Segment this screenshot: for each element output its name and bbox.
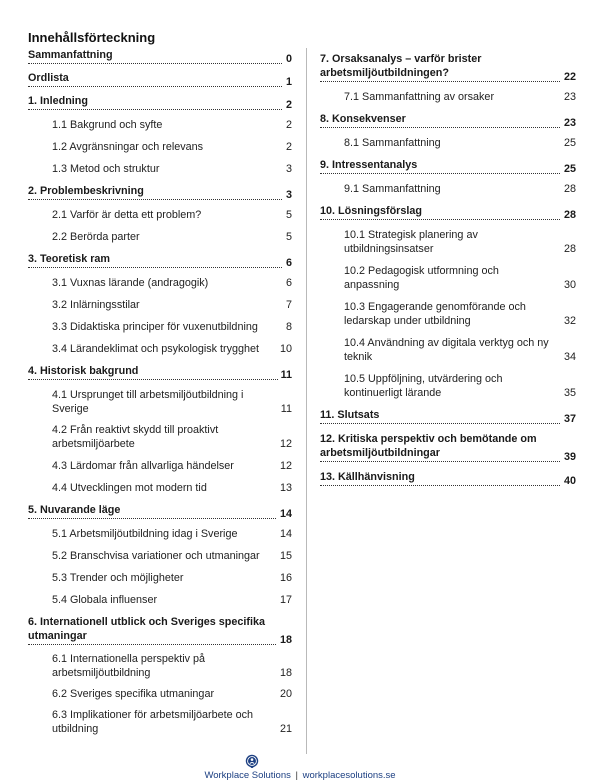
toc-entry-label: 4.3 Lärdomar från allvarliga händelser xyxy=(52,460,234,472)
toc-entry-page: 28 xyxy=(561,242,576,256)
toc-entry-label: 10.1 Strategisk planering av utbildningsinsatser xyxy=(344,229,478,255)
company-logo-icon xyxy=(244,754,260,770)
toc-entry-label: Ordlista xyxy=(28,71,292,87)
toc-entry-6-1[interactable] xyxy=(28,652,292,680)
page-title: Innehållsförteckning xyxy=(28,30,156,45)
toc-entry-label: 1. Inledning xyxy=(28,94,292,110)
toc-entry-label: 5.4 Globala influenser xyxy=(52,594,158,606)
toc-entry-label: 7.1 Sammanfattning av orsaker xyxy=(344,91,495,103)
toc-entry-label: 3.3 Didaktiska principer för vuxenutbildning xyxy=(52,321,258,333)
toc-entry-3-4[interactable] xyxy=(28,342,292,356)
toc-entry-label: 10.2 Pedagogisk utformning och anpassning xyxy=(344,265,499,291)
toc-entry-7-1[interactable] xyxy=(320,90,576,104)
toc-entry-label: 10.4 Användning av digitala verktyg och ny teknik xyxy=(344,337,549,363)
toc-entry-page: 5 xyxy=(283,208,292,222)
toc-entry-9-1[interactable] xyxy=(320,182,576,196)
toc-entry-page: 30 xyxy=(561,278,576,292)
toc-entry-3[interactable] xyxy=(28,252,292,268)
toc-entry-10-3[interactable] xyxy=(320,300,576,328)
toc-entry-5-4[interactable] xyxy=(28,593,292,607)
toc-entry-page: 40 xyxy=(561,474,576,488)
toc-entry-page: 28 xyxy=(561,208,576,222)
toc-entry-label: 1.3 Metod och struktur xyxy=(52,163,160,175)
toc-entry-label: 10. Lösningsförslag xyxy=(320,204,576,220)
toc-entry-page: 25 xyxy=(561,136,576,150)
toc-entry-label: 1.1 Bakgrund och syfte xyxy=(52,119,163,131)
toc-entry-label: 3.1 Vuxnas lärande (andragogik) xyxy=(52,277,209,289)
toc-entry-label: 2.2 Berörda parter xyxy=(52,231,140,243)
toc-entry-9[interactable] xyxy=(320,158,576,174)
toc-entry-label: 5. Nuvarande läge xyxy=(28,503,292,519)
toc-entry-page: 12 xyxy=(277,437,292,451)
footer-website-link[interactable]: workplacesolutions.se xyxy=(302,770,396,781)
toc-entry-label: 13. Källhänvisning xyxy=(320,470,576,486)
toc-entry-label: 8. Konsekvenser xyxy=(320,112,576,128)
toc-entry-4-4[interactable] xyxy=(28,481,292,495)
toc-entry-page: 6 xyxy=(283,256,292,270)
toc-entry-page: 20 xyxy=(277,687,292,701)
toc-entry-4-1[interactable] xyxy=(28,388,292,416)
toc-entry-label: 4.1 Ursprunget till arbetsmiljöutbildning i Sverige xyxy=(52,389,244,415)
toc-entry-7[interactable] xyxy=(320,52,576,82)
toc-entry-label: 6.3 Implikationer för arbetsmiljöarbete och utbildning xyxy=(52,709,254,735)
toc-entry-page: 3 xyxy=(283,188,292,202)
toc-entry-label: 3.4 Lärandeklimat och psykologisk trygghet xyxy=(52,343,260,355)
footer-brand: Workplace Solutions xyxy=(204,770,291,781)
toc-entry-label: 12. Kritiska perspektiv och bemötande om arbetsmiljöutbildningar xyxy=(320,432,576,462)
toc-entry-13[interactable] xyxy=(320,470,576,486)
toc-entry-page: 18 xyxy=(277,633,292,647)
toc-entry-page: 28 xyxy=(561,182,576,196)
toc-entry-label: Sammanfattning xyxy=(28,48,292,64)
toc-entry-page: 18 xyxy=(277,666,292,680)
page-footer xyxy=(0,752,600,783)
toc-entry-2-2[interactable] xyxy=(28,230,292,244)
toc-entry-1-2[interactable] xyxy=(28,140,292,154)
toc-entry-label: 5.2 Branschvisa variationer och utmaningar xyxy=(52,550,260,562)
toc-entry-label: 6.2 Sveriges specifika utmaningar xyxy=(52,688,215,700)
toc-entry-page: 13 xyxy=(277,481,292,495)
toc-entry-label: 3.2 Inlärningsstilar xyxy=(52,299,140,311)
toc-entry-page: 17 xyxy=(277,593,292,607)
toc-entry-11[interactable] xyxy=(320,408,576,424)
toc-entry-4[interactable] xyxy=(28,364,292,380)
footer-text xyxy=(0,770,600,781)
toc-entry-page: 14 xyxy=(277,507,292,521)
toc-entry-3-2[interactable] xyxy=(28,298,292,312)
toc-entry-10-5[interactable] xyxy=(320,372,576,400)
toc-entry-4-3[interactable] xyxy=(28,459,292,473)
toc-entry-page: 15 xyxy=(277,549,292,563)
toc-entry-8[interactable] xyxy=(320,112,576,128)
toc-entry-page: 2 xyxy=(283,118,292,132)
toc-entry-page: 10 xyxy=(277,342,292,356)
toc-entry-label: 4.2 Från reaktivt skydd till proaktivt arbetsmiljöarbete xyxy=(52,424,219,450)
toc-entry-ordlista[interactable] xyxy=(28,71,292,87)
toc-entry-6[interactable] xyxy=(28,615,292,645)
toc-entry-page: 21 xyxy=(277,722,292,736)
toc-entry-label: 3. Teoretisk ram xyxy=(28,252,292,268)
toc-entry-8-1[interactable] xyxy=(320,136,576,150)
toc-entry-page: 23 xyxy=(561,90,576,104)
toc-entry-3-3[interactable] xyxy=(28,320,292,334)
toc-entry-10[interactable] xyxy=(320,204,576,220)
toc-entry-5-1[interactable] xyxy=(28,527,292,541)
toc-right-column xyxy=(320,48,576,486)
toc-entry-4-2[interactable] xyxy=(28,423,292,451)
toc-entry-label: 8.1 Sammanfattning xyxy=(344,137,441,149)
toc-entry-label: 9.1 Sammanfattning xyxy=(344,183,441,195)
toc-entry-label: 6. Internationell utblick och Sveriges specifika utmaningar xyxy=(28,615,292,645)
toc-entry-12[interactable] xyxy=(320,432,576,462)
toc-entry-10-4[interactable] xyxy=(320,336,576,364)
toc-entry-1[interactable] xyxy=(28,94,292,110)
toc-entry-label: 7. Orsaksanalys – varför brister arbetsmiljöutbildningen? xyxy=(320,52,576,82)
toc-entry-page: 0 xyxy=(283,52,292,66)
toc-entry-page: 32 xyxy=(561,314,576,328)
toc-entry-6-2[interactable] xyxy=(28,687,292,701)
column-divider xyxy=(306,48,307,754)
toc-entry-page: 8 xyxy=(283,320,292,334)
toc-entry-label: 10.5 Uppföljning, utvärdering och kontinuerligt lärande xyxy=(344,373,503,399)
toc-entry-6-3[interactable] xyxy=(28,708,292,736)
toc-entry-page: 11 xyxy=(278,368,292,382)
toc-entry-5-2[interactable] xyxy=(28,549,292,563)
toc-entry-page: 6 xyxy=(283,276,292,290)
toc-entry-page: 7 xyxy=(283,298,292,312)
footer-separator: | xyxy=(295,770,298,781)
toc-entry-label: 1.2 Avgränsningar och relevans xyxy=(52,141,204,153)
toc-entry-page: 37 xyxy=(561,412,576,426)
toc-entry-label: 6.1 Internationella perspektiv på arbetsmiljöutbildning xyxy=(52,653,206,679)
toc-entry-page: 2 xyxy=(283,140,292,154)
toc-entry-1-3[interactable] xyxy=(28,162,292,176)
toc-entry-1-1[interactable] xyxy=(28,118,292,132)
toc-entry-page: 11 xyxy=(278,402,292,416)
toc-left-column xyxy=(28,48,292,736)
toc-entry-page: 12 xyxy=(277,459,292,473)
toc-entry-5[interactable] xyxy=(28,503,292,519)
toc-entry-page: 2 xyxy=(283,98,292,112)
toc-entry-page: 5 xyxy=(283,230,292,244)
toc-entry-2[interactable] xyxy=(28,184,292,200)
toc-entry-label: 11. Slutsats xyxy=(320,408,576,424)
toc-entry-page: 23 xyxy=(561,116,576,130)
toc-entry-label: 5.1 Arbetsmiljöutbildning idag i Sverige xyxy=(52,528,238,540)
toc-entry-page: 25 xyxy=(561,162,576,176)
toc-entry-10-2[interactable] xyxy=(320,264,576,292)
toc-entry-label: 4. Historisk bakgrund xyxy=(28,364,292,380)
toc-entry-page: 34 xyxy=(561,350,576,364)
toc-entry-label: 2. Problembeskrivning xyxy=(28,184,292,200)
toc-entry-label: 10.3 Engagerande genomförande och ledarskap under utbildning xyxy=(344,301,526,327)
toc-entry-label: 5.3 Trender och möjligheter xyxy=(52,572,184,584)
toc-entry-10-1[interactable] xyxy=(320,228,576,256)
toc-entry-page: 35 xyxy=(561,386,576,400)
toc-entry-label: 9. Intressentanalys xyxy=(320,158,576,174)
toc-entry-page: 16 xyxy=(277,571,292,585)
toc-entry-3-1[interactable] xyxy=(28,276,292,290)
toc-entry-page: 1 xyxy=(283,75,292,89)
toc-entry-5-3[interactable] xyxy=(28,571,292,585)
toc-entry-page: 14 xyxy=(277,527,292,541)
toc-entry-page: 3 xyxy=(283,162,292,176)
toc-entry-sammanfattning[interactable] xyxy=(28,48,292,64)
toc-entry-page: 39 xyxy=(561,450,576,464)
toc-entry-label: 2.1 Varför är detta ett problem? xyxy=(52,209,202,221)
toc-entry-page: 22 xyxy=(561,70,576,84)
toc-entry-2-1[interactable] xyxy=(28,208,292,222)
toc-entry-label: 4.4 Utvecklingen mot modern tid xyxy=(52,482,207,494)
